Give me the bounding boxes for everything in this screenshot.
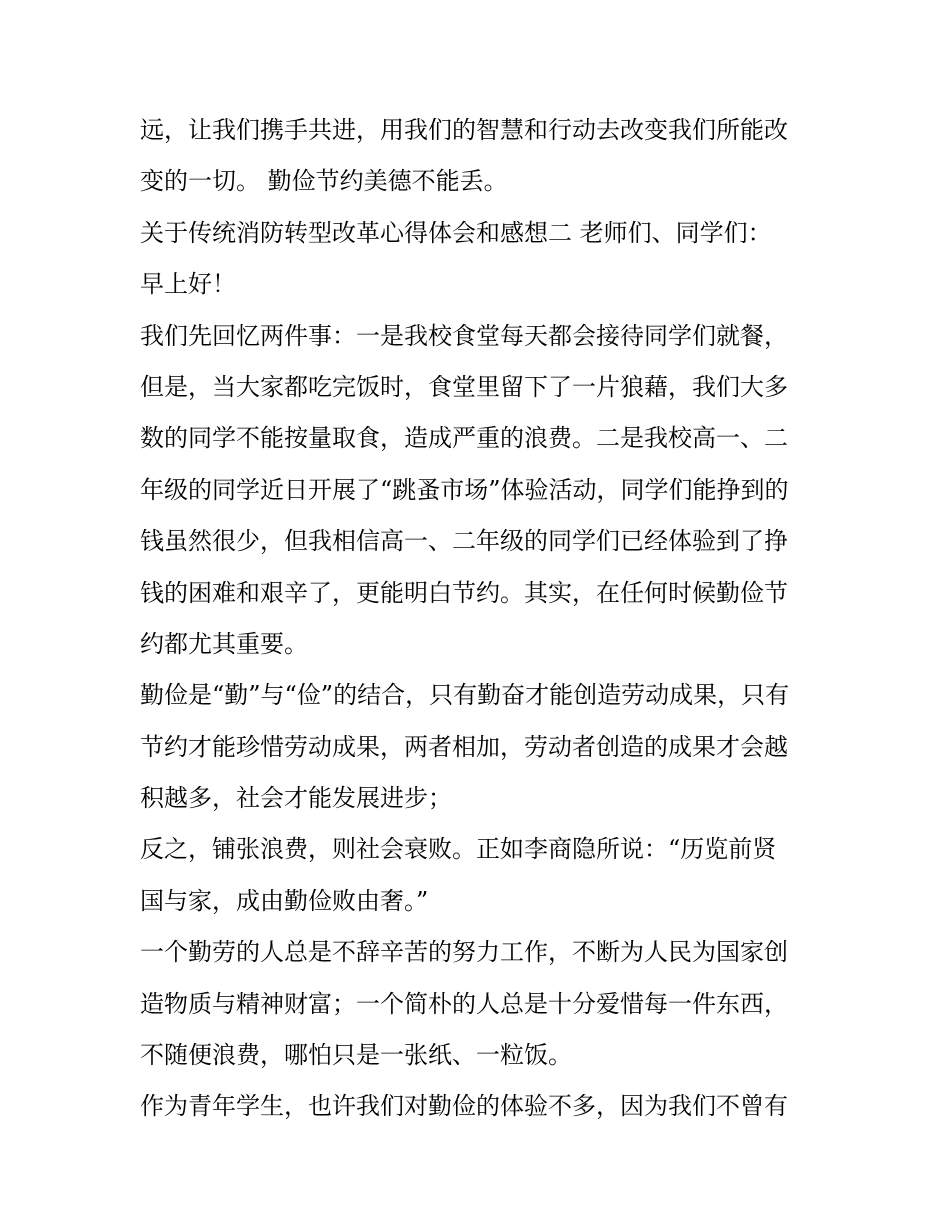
text-line: 不随便浪费，哪怕只是一张纸、一粒饭。 <box>140 1041 572 1070</box>
text-line: 积越多，社会才能发展进步； <box>140 784 452 813</box>
text-line: 勤俭是“勤”与“俭”的结合，只有勤奋才能创造劳动成果，只有 <box>140 681 790 710</box>
text-line: 约都尤其重要。 <box>140 629 308 658</box>
body-text <box>140 105 820 1133</box>
text-line: 早上好！ <box>140 270 236 299</box>
text-line: 年级的同学近日开展了“跳蚤市场”体验活动，同学们能挣到的 <box>140 475 789 504</box>
text-line: 我们先回忆两件事：一是我校食堂每天都会接待同学们就餐， <box>140 321 788 350</box>
text-line: 远，让我们携手共进，用我们的智慧和行动去改变我们所能改 <box>140 116 788 144</box>
text-line: 造物质与精神财富；一个简朴的人总是十分爱惜每一件东西， <box>140 989 788 1018</box>
text-line: 数的同学不能按量取食，造成严重的浪费。二是我校高一、二 <box>140 424 788 453</box>
text-line: 钱虽然很少，但我相信高一、二年级的同学们已经体验到了挣 <box>140 527 788 556</box>
text-line: 国与家，成由勤俭败由奢。” <box>140 886 429 915</box>
text-line: 变的一切。 勤俭节约美德不能丢。 <box>140 167 508 196</box>
text-line: 节约才能珍惜劳动成果，两者相加，劳动者创造的成果才会越 <box>140 732 788 761</box>
text-line: 钱的困难和艰辛了，更能明白节约。其实，在任何时候勤俭节 <box>140 578 788 607</box>
text-line: 一个勤劳的人总是不辞辛苦的努力工作，不断为人民为国家创 <box>140 938 788 967</box>
text-line: 但是，当大家都吃完饭时，食堂里留下了一片狼藉，我们大多 <box>140 372 788 401</box>
text-line: 反之，铺张浪费，则社会衰败。正如李商隐所说：“历览前贤 <box>140 835 777 864</box>
text-line: 关于传统消防转型改革心得体会和感想二 老师们、同学们： <box>140 218 772 247</box>
text-line: 作为青年学生，也许我们对勤俭的体验不多，因为我们不曾有 <box>140 1092 788 1121</box>
